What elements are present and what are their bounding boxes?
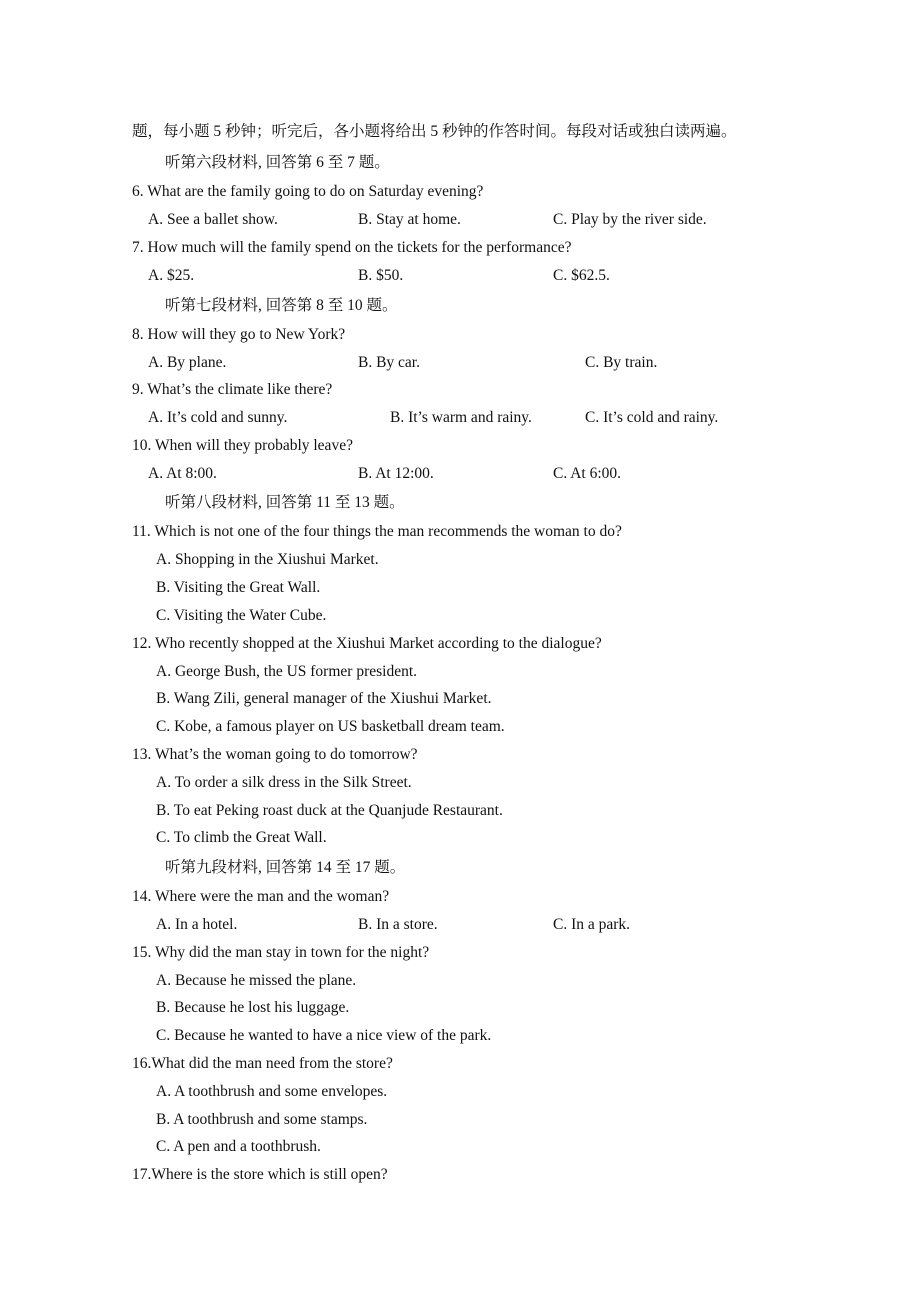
question-12: 12. Who recently shopped at the Xiushui Market according to the dialogue? bbox=[132, 635, 602, 652]
question-15-option-a: A. Because he missed the plane. bbox=[156, 972, 357, 989]
option-b: B. In a store. bbox=[358, 916, 438, 933]
question-11-option-b: B. Visiting the Great Wall. bbox=[156, 579, 321, 596]
instructions-text: 题，每小题 5 秒钟；听完后，各小题将给出 5 秒钟的作答时间。每段对话或独白读两遍。 bbox=[132, 123, 737, 140]
question-14-options bbox=[156, 915, 876, 935]
question-15-option-b: B. Because he lost his luggage. bbox=[156, 999, 350, 1016]
question-7: 7. How much will the family spend on the tickets for the performance? bbox=[132, 239, 572, 256]
option-b: B. It’s warm and rainy. bbox=[390, 409, 532, 426]
option-a: A. It’s cold and sunny. bbox=[148, 409, 288, 426]
option-c: C. In a park. bbox=[553, 916, 631, 933]
option-a: A. See a ballet show. bbox=[148, 211, 278, 228]
question-8: 8. How will they go to New York? bbox=[132, 326, 346, 343]
option-b: B. By car. bbox=[358, 354, 420, 371]
option-b: B. $50. bbox=[358, 267, 404, 284]
question-14: 14. Where were the man and the woman? bbox=[132, 888, 390, 905]
question-16-option-a: A. A toothbrush and some envelopes. bbox=[156, 1083, 388, 1100]
question-16-option-b: B. A toothbrush and some stamps. bbox=[156, 1111, 368, 1128]
option-c: C. $62.5. bbox=[553, 267, 610, 284]
option-a: A. In a hotel. bbox=[156, 916, 238, 933]
question-17: 17.Where is the store which is still open? bbox=[132, 1166, 388, 1183]
question-6: 6. What are the family going to do on Saturday evening? bbox=[132, 183, 484, 200]
question-11: 11. Which is not one of the four things the man recommends the woman to do? bbox=[132, 523, 622, 540]
question-9: 9. What’s the climate like there? bbox=[132, 381, 333, 398]
section-6-heading: 听第六段材料, 回答第 6 至 7 题。 bbox=[165, 154, 390, 171]
question-6-options bbox=[148, 210, 868, 230]
question-10: 10. When will they probably leave? bbox=[132, 437, 353, 454]
option-c: C. Play by the river side. bbox=[553, 211, 707, 228]
question-9-options bbox=[148, 408, 868, 428]
question-7-options bbox=[148, 266, 868, 286]
option-a: A. By plane. bbox=[148, 354, 227, 371]
option-a: A. $25. bbox=[148, 267, 195, 284]
section-8-heading: 听第八段材料, 回答第 11 至 13 题。 bbox=[165, 494, 405, 511]
question-13-option-b: B. To eat Peking roast duck at the Quanjude Restaurant. bbox=[156, 802, 503, 819]
option-b: B. At 12:00. bbox=[358, 465, 434, 482]
option-c: C. At 6:00. bbox=[553, 465, 622, 482]
question-12-option-a: A. George Bush, the US former president. bbox=[156, 663, 418, 680]
section-7-heading: 听第七段材料, 回答第 8 至 10 题。 bbox=[165, 297, 398, 314]
question-15: 15. Why did the man stay in town for the night? bbox=[132, 944, 430, 961]
question-13: 13. What’s the woman going to do tomorrow? bbox=[132, 746, 418, 763]
option-b: B. Stay at home. bbox=[358, 211, 461, 228]
question-13-option-a: A. To order a silk dress in the Silk Street. bbox=[156, 774, 412, 791]
question-16: 16.What did the man need from the store? bbox=[132, 1055, 393, 1072]
question-16-option-c: C. A pen and a toothbrush. bbox=[156, 1138, 321, 1155]
option-c: C. By train. bbox=[585, 354, 658, 371]
question-8-options bbox=[148, 353, 868, 373]
question-13-option-c: C. To climb the Great Wall. bbox=[156, 829, 327, 846]
question-12-option-c: C. Kobe, a famous player on US basketball dream team. bbox=[156, 718, 505, 735]
option-a: A. At 8:00. bbox=[148, 465, 217, 482]
section-9-heading: 听第九段材料, 回答第 14 至 17 题。 bbox=[165, 859, 406, 876]
question-10-options bbox=[148, 464, 868, 484]
question-11-option-c: C. Visiting the Water Cube. bbox=[156, 607, 327, 624]
question-11-option-a: A. Shopping in the Xiushui Market. bbox=[156, 551, 379, 568]
question-12-option-b: B. Wang Zili, general manager of the Xiushui Market. bbox=[156, 690, 492, 707]
option-c: C. It’s cold and rainy. bbox=[585, 409, 719, 426]
question-15-option-c: C. Because he wanted to have a nice view of the park. bbox=[156, 1027, 492, 1044]
